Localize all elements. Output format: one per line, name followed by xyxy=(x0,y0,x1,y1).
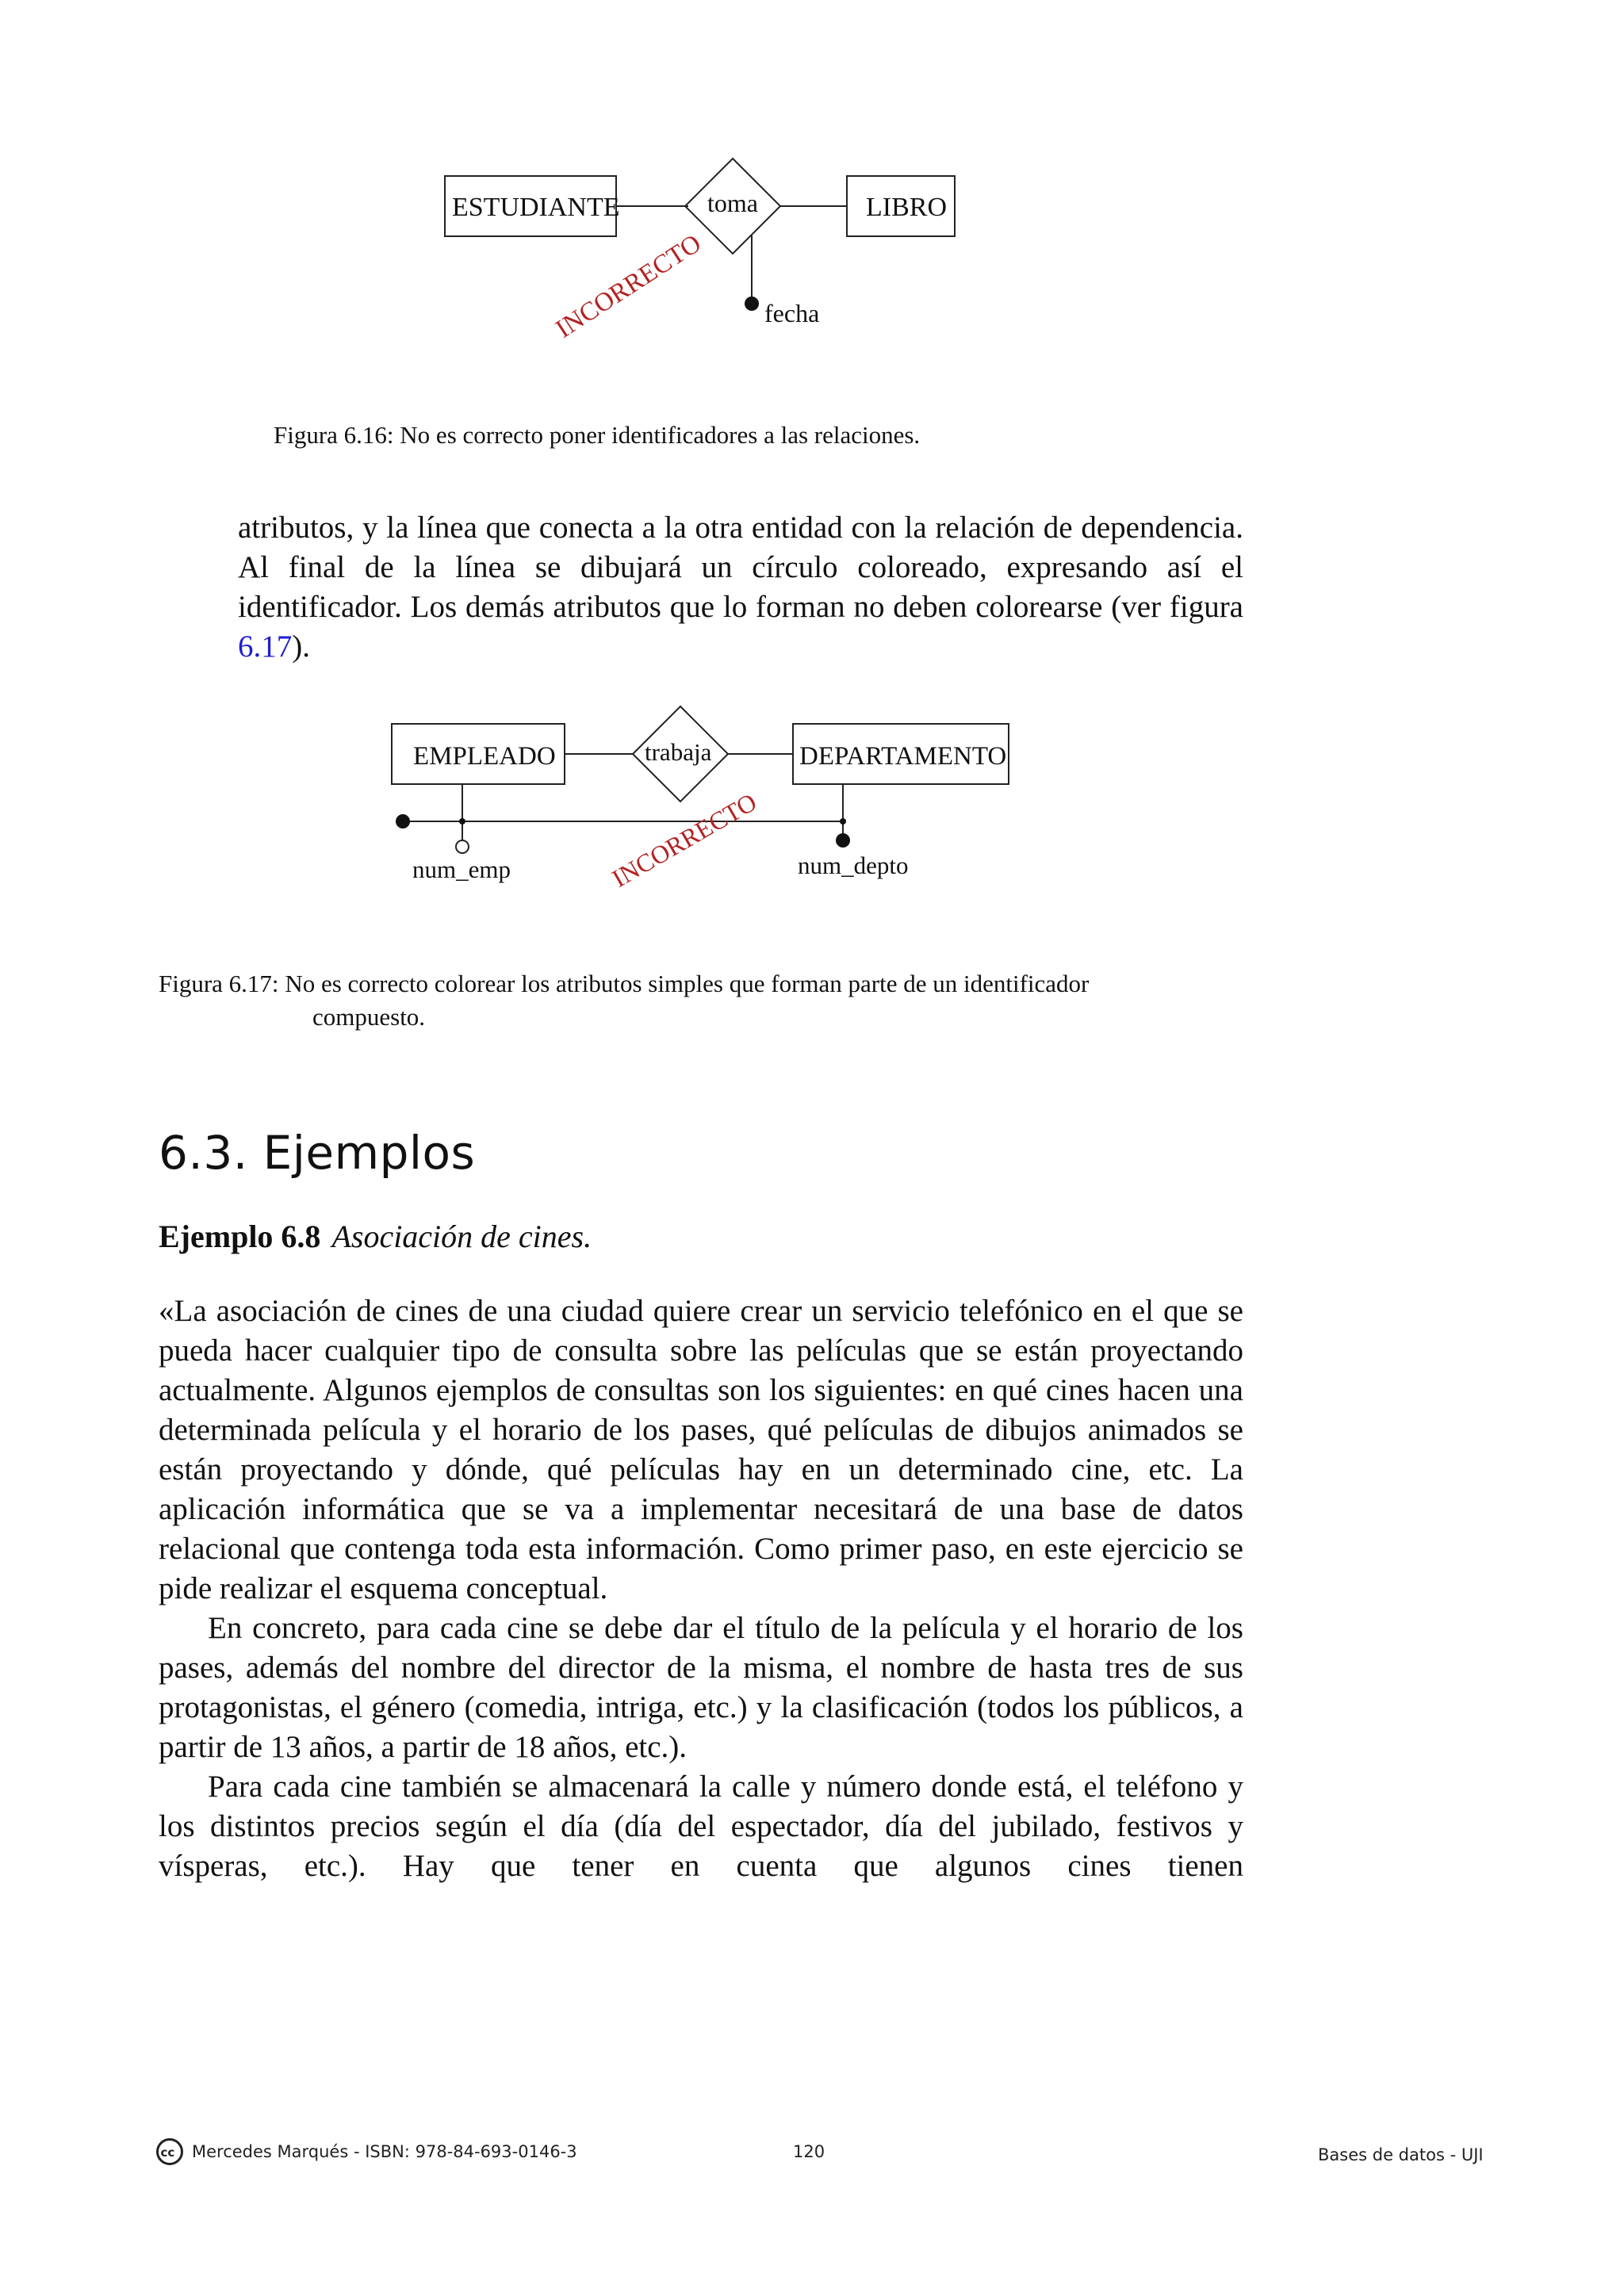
body-paragraph-1: «La asociación de cines de una ciudad quiere crear un servicio telefónico en el que se pueda hacer cualquier tipo de consulta sobre las películas que se están proyectando actualmente. Algunos ejemplos de consultas son los siguientes: en qué cines hacen una determinada película y el horario de los pases, qué películas de dibujos animados se están proyectando y dónde, qué películas hay en un determinado cine, etc. La aplicación informática que se va a implementar necesitará de una base de datos relacional que contenga toda esta información. Como primer paso, en este ejercicio se pide realizar el esquema conceptual. xyxy=(159,1294,1243,1605)
er-diagram-6-17 xyxy=(381,698,1031,904)
figure-6-17-caption xyxy=(159,967,1164,1034)
figure-6-17 xyxy=(381,698,1031,904)
intro-paragraph xyxy=(238,508,1243,667)
figure-6-16-caption: Figura 6.16: No es correcto poner identificadores a las relaciones. xyxy=(274,421,921,449)
example-title: Asociación de cines. xyxy=(331,1219,592,1254)
figure-6-16 xyxy=(412,143,983,357)
caption-text: No es correcto colorear los atributos simples que forman parte de un identificador compuesto. xyxy=(285,970,1090,1031)
footer-author-isbn: Mercedes Marqués - ISBN: 978-84-693-0146-3 xyxy=(192,2142,577,2161)
relationship-trabaja-label: trabaja xyxy=(645,738,712,766)
intro-text: atributos, y la línea que conecta a la otra entidad con la relación de dependencia. Al final de la línea se dibujará un círculo coloreado, expresando así el identificador. Los demás atributos que lo forman no deben colorearse (ver figura xyxy=(238,511,1243,624)
section-heading xyxy=(159,1126,475,1180)
caption-label: Figura 6.17: xyxy=(159,970,279,997)
intro-text-end: ). xyxy=(292,629,310,664)
attribute-num-depto-label: num_depto xyxy=(798,851,909,879)
er-diagram-6-16 xyxy=(412,143,983,357)
attribute-filled-circle xyxy=(836,833,850,848)
body-paragraph-3: Para cada cine también se almacenará la calle y número donde está, el teléfono y los distintos precios según el día (día del espectador, día del jubilado, festivos y vísperas, etc.). Hay que tener en cuenta que algunos cines tienen xyxy=(159,1770,1243,1883)
junction-dot xyxy=(840,818,846,825)
identifier-filled-circle xyxy=(396,814,410,828)
cc-glyph: cc xyxy=(160,2145,175,2160)
footer-book-title: Bases de datos - UJI xyxy=(1318,2145,1484,2164)
footer-page-number: 120 xyxy=(793,2142,825,2161)
incorrecto-stamp: INCORRECTO xyxy=(607,786,762,894)
junction-dot xyxy=(459,818,465,825)
entity-departamento-label: DEPARTAMENTO xyxy=(799,742,1007,771)
example-heading xyxy=(159,1218,592,1255)
body-paragraph-2: En concreto, para cada cine se debe dar el título de la película y el horario de los pases, además del nombre del director de la misma, el nombre de hasta tres de sus protagonistas, el género (comedia, intriga, etc.) y la clasificación (todos los públicos, a partir de 13 años, a partir de 18 años, etc.). xyxy=(159,1611,1243,1764)
incorrecto-stamp: INCORRECTO xyxy=(550,229,707,344)
attribute-fecha-label: fecha xyxy=(764,299,820,327)
example-label: Ejemplo 6.8 xyxy=(159,1219,321,1254)
creative-commons-icon xyxy=(155,2137,184,2166)
footer-left xyxy=(155,2137,577,2166)
entity-empleado-label: EMPLEADO xyxy=(413,742,556,771)
entity-libro-label: LIBRO xyxy=(866,193,947,222)
example-body xyxy=(159,1292,1243,1886)
figure-reference-link[interactable]: 6.17 xyxy=(238,629,293,664)
identifier-filled-circle xyxy=(745,297,759,311)
entity-estudiante-label: ESTUDIANTE xyxy=(452,193,620,222)
attribute-hollow-circle xyxy=(456,840,469,853)
attribute-num-emp-label: num_emp xyxy=(412,855,511,883)
relationship-toma-label: toma xyxy=(707,189,758,217)
section-title: Ejemplos xyxy=(262,1126,476,1180)
section-number: 6.3. xyxy=(159,1126,248,1180)
